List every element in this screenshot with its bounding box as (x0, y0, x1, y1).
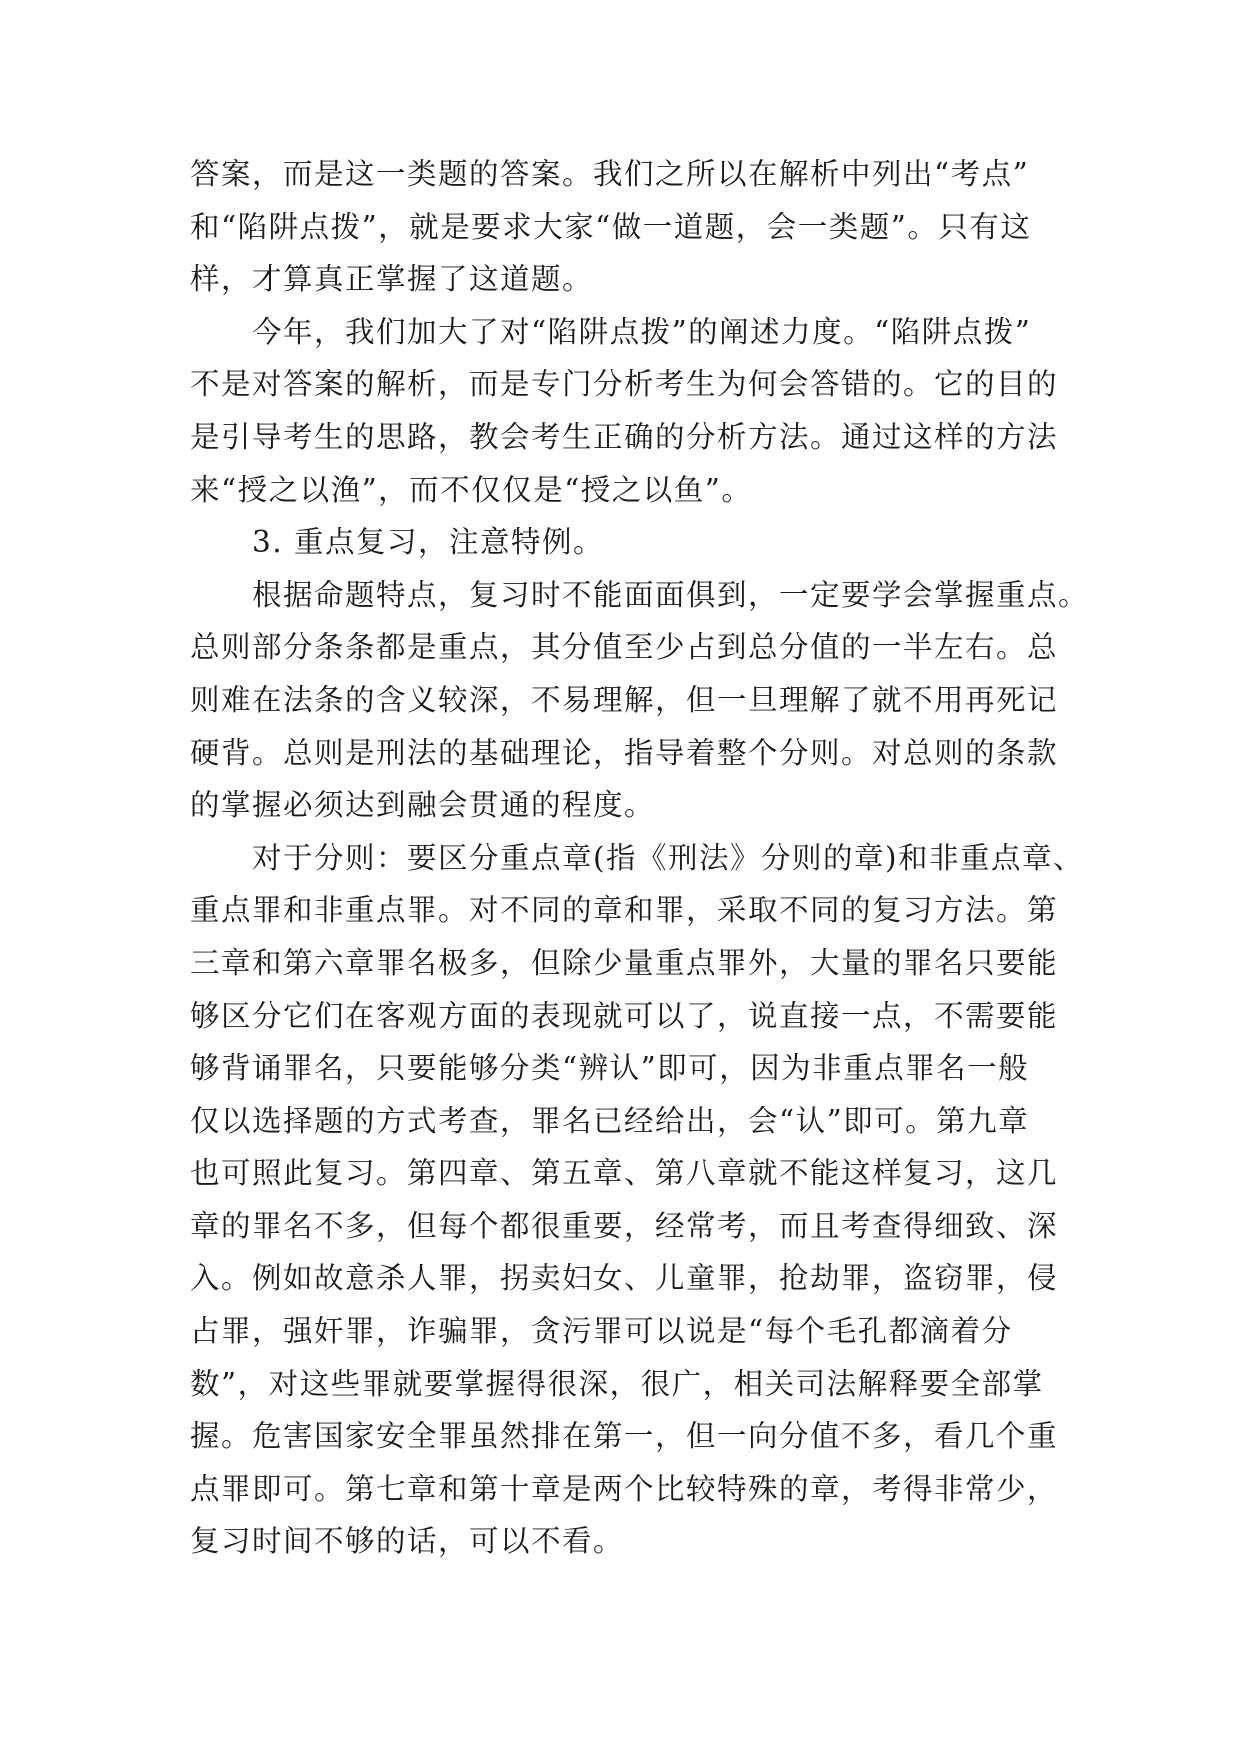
text-line: 占罪，强奸罪，诈骗罪，贪污罪可以说是“每个毛孔都滴着分 (190, 1314, 1013, 1349)
text-line: 数”，对这些罪就要掌握得很深，很广，相关司法解释要全部掌 (190, 1366, 1044, 1401)
text-line: 则难在法条的含义较深，不易理解，但一旦理解了就不用再死记 (190, 682, 1059, 717)
text-line: 够背诵罪名，只要能够分类“辨认”即可，因为非重点罪名一般 (190, 1051, 1030, 1086)
text-line: 和“陷阱点拨”，就是要求大家“做一道题，会一类题”。只有这 (190, 209, 1032, 244)
text-line: 握。危害国家安全罪虽然排在第一，但一向分值不多，看几个重 (190, 1419, 1059, 1454)
text-line: 章的罪名不多，但每个都很重要，经常考，而且考查得细致、深 (190, 1208, 1059, 1243)
text-line: 复习时间不够的话，可以不看。 (190, 1524, 625, 1559)
text-line: 的掌握必须达到融会贯通的程度。 (190, 788, 656, 823)
text-line: 硬背。总则是刑法的基础理论，指导着整个分则。对总则的条款 (190, 735, 1059, 770)
text-line: 今年，我们加大了对“陷阱点拨”的阐述力度。“陷阱点拨” (252, 314, 1032, 349)
text-line: 对于分则：要区分重点章(指《刑法》分则的章)和非重点章、 (252, 840, 1085, 875)
body-text (190, 148, 1090, 1568)
text-line: 是引导考生的思路，教会考生正确的分析方法。通过这样的方法 (190, 419, 1059, 454)
text-line: 样，才算真正掌握了这道题。 (190, 262, 594, 297)
text-line: 根据命题特点，复习时不能面面俱到，一定要学会掌握重点。 (252, 577, 1090, 612)
text-line: 也可照此复习。第四章、第五章、第八章就不能这样复习，这几 (190, 1156, 1059, 1191)
text-line: 够区分它们在客观方面的表现就可以了，说直接一点，不需要能 (190, 998, 1059, 1033)
text-line: 总则部分条条都是重点，其分值至少占到总分值的一半左右。总 (190, 630, 1059, 665)
text-line: 点罪即可。第七章和第十章是两个比较特殊的章，考得非常少， (190, 1471, 1059, 1506)
text-line: 重点罪和非重点罪。对不同的章和罪，采取不同的复习方法。第 (190, 893, 1059, 928)
text-line: 来“授之以渔”，而不仅仅是“授之以鱼”。 (190, 472, 753, 507)
text-line: 答案，而是这一类题的答案。我们之所以在解析中列出“考点” (190, 157, 1030, 191)
text-line: 不是对答案的解析，而是专门分析考生为何会答错的。它的目的 (190, 367, 1059, 402)
text-line: 入。例如故意杀人罪，拐卖妇女、儿童罪，抢劫罪，盗窃罪，侵 (190, 1261, 1059, 1296)
text-line: 3. 重点复习，注意特例。 (252, 525, 605, 560)
text-line: 仅以选择题的方式考查，罪名已经给出，会“认”即可。第九章 (190, 1103, 1030, 1138)
text-line: 三章和第六章罪名极多，但除少量重点罪外，大量的罪名只要能 (190, 945, 1059, 980)
